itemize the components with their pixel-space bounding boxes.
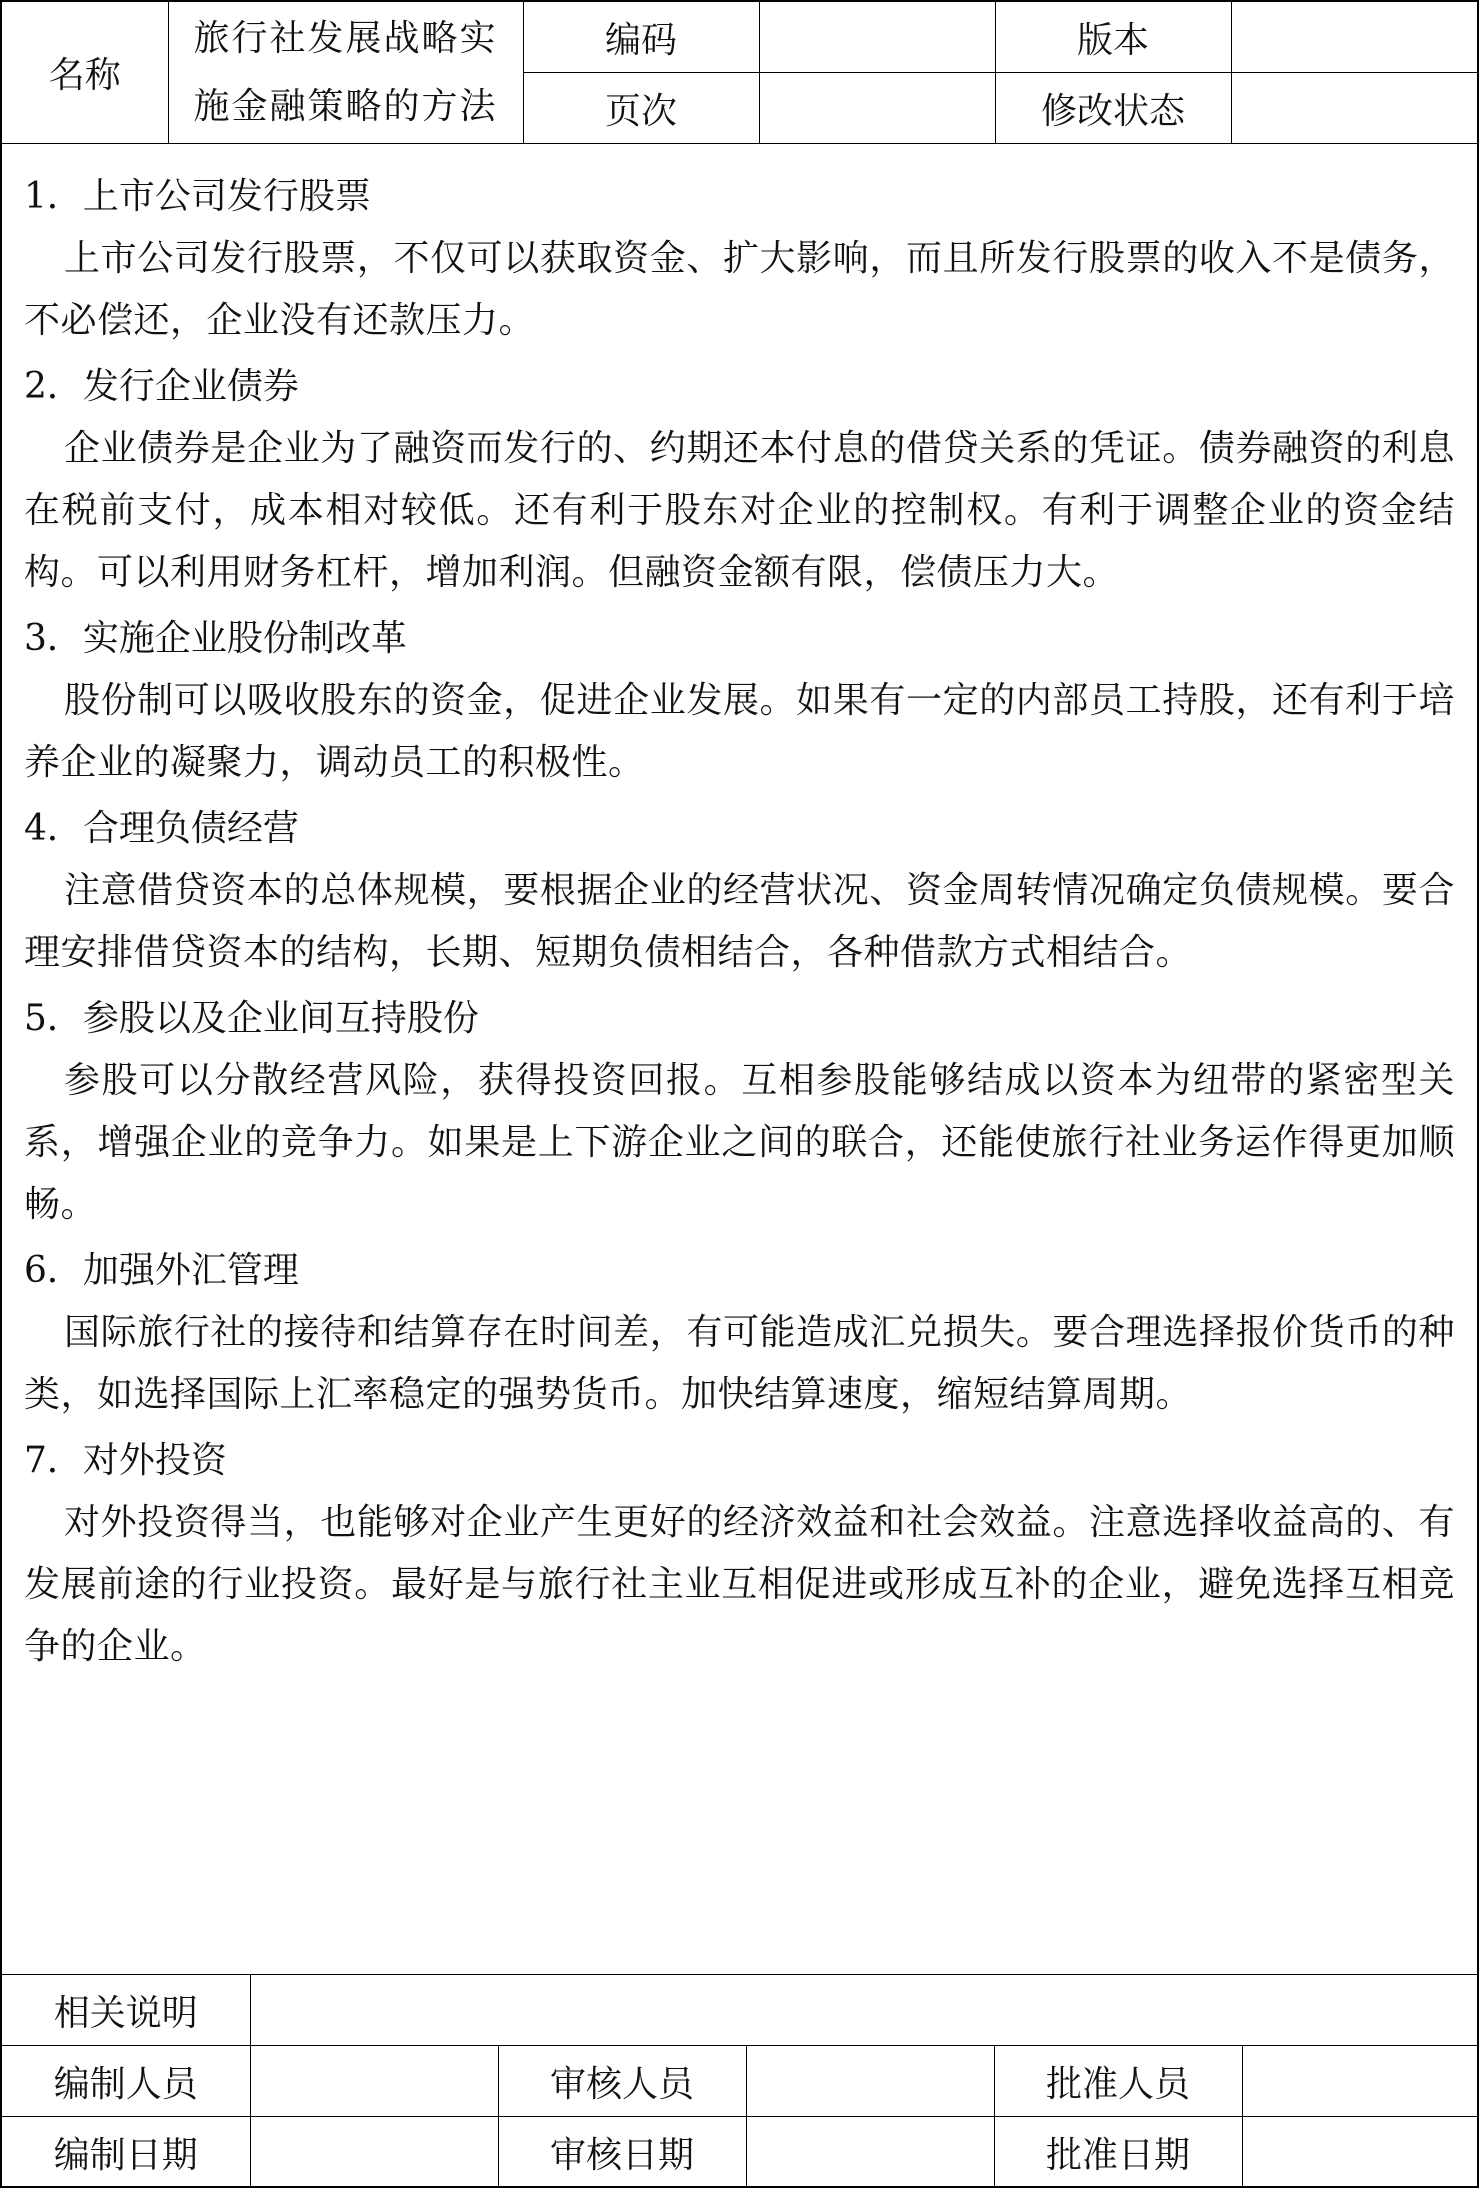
section-3-title: 3．实施企业股份制改革	[24, 618, 407, 659]
preparer-value	[250, 2046, 498, 2117]
section-4-body: 注意借贷资本的总体规模，要根据企业的经营状况、资金周转情况确定负债规模。要合理安排借贷资本的结构，长期、短期负债相结合，各种借款方式相结合。	[24, 870, 1455, 973]
notes-label: 相关说明	[2, 1975, 250, 2046]
preparer-label: 编制人员	[2, 2046, 250, 2117]
reviewer-value	[746, 2046, 994, 2117]
review-date-value	[746, 2117, 994, 2188]
page-value	[759, 73, 995, 144]
section-2-title: 2．发行企业债券	[24, 366, 299, 407]
section-2-body: 企业债券是企业为了融资而发行的、约期还本付息的借贷关系的凭证。债券融资的利息在税前支付，成本相对较低。还有利于股东对企业的控制权。有利于调整企业的资金结构。可以利用财务杠杆，增加利润。但融资金额有限，偿债压力大。	[24, 428, 1455, 593]
notes-value	[250, 1975, 1477, 2046]
section-7-body: 对外投资得当，也能够对企业产生更好的经济效益和社会效益。注意选择收益高的、有发展前途的行业投资。最好是与旅行社主业互相促进或形成互补的企业，避免选择互相竞争的企业。	[24, 1502, 1455, 1667]
approver-label: 批准人员	[994, 2046, 1242, 2117]
name-label: 名称	[2, 2, 168, 144]
section-3-body: 股份制可以吸收股东的资金，促进企业发展。如果有一定的内部员工持股，还有利于培养企业的凝聚力，调动员工的积极性。	[24, 680, 1455, 783]
document-name-line-1: 旅行社发展战略实	[193, 17, 498, 59]
section-7-title: 7．对外投资	[24, 1440, 227, 1481]
footer-table	[2, 1974, 1477, 2187]
code-label: 编码	[523, 2, 759, 73]
section-1-title: 1．上市公司发行股票	[24, 176, 371, 217]
version-label: 版本	[995, 2, 1231, 73]
revision-label: 修改状态	[995, 73, 1231, 144]
section-4-title: 4．合理负债经营	[24, 808, 299, 849]
approver-value	[1242, 2046, 1477, 2117]
document-name-line-2: 施金融策略的方法	[193, 85, 498, 127]
header-table	[2, 2, 1477, 144]
document-body	[2, 144, 1477, 1974]
reviewer-label: 审核人员	[498, 2046, 746, 2117]
prepare-date-label: 编制日期	[2, 2117, 250, 2188]
document-name	[168, 2, 523, 144]
section-5-body: 参股可以分散经营风险，获得投资回报。互相参股能够结成以资本为纽带的紧密型关系，增强企业的竞争力。如果是上下游企业之间的联合，还能使旅行社业务运作得更加顺畅。	[24, 1060, 1455, 1225]
section-6-body: 国际旅行社的接待和结算存在时间差，有可能造成汇兑损失。要合理选择报价货币的种类，如选择国际上汇率稳定的强势货币。加快结算速度，缩短结算周期。	[24, 1312, 1455, 1415]
review-date-label: 审核日期	[498, 2117, 746, 2188]
approve-date-value	[1242, 2117, 1477, 2188]
page-label: 页次	[523, 73, 759, 144]
prepare-date-value	[250, 2117, 498, 2188]
section-1-body: 上市公司发行股票，不仅可以获取资金、扩大影响，而且所发行股票的收入不是债务，不必偿还，企业没有还款压力。	[24, 238, 1455, 341]
approve-date-label: 批准日期	[994, 2117, 1242, 2188]
section-5-title: 5．参股以及企业间互持股份	[24, 998, 479, 1039]
section-6-title: 6．加强外汇管理	[24, 1250, 299, 1291]
revision-value	[1231, 73, 1477, 144]
version-value	[1231, 2, 1477, 73]
code-value	[759, 2, 995, 73]
